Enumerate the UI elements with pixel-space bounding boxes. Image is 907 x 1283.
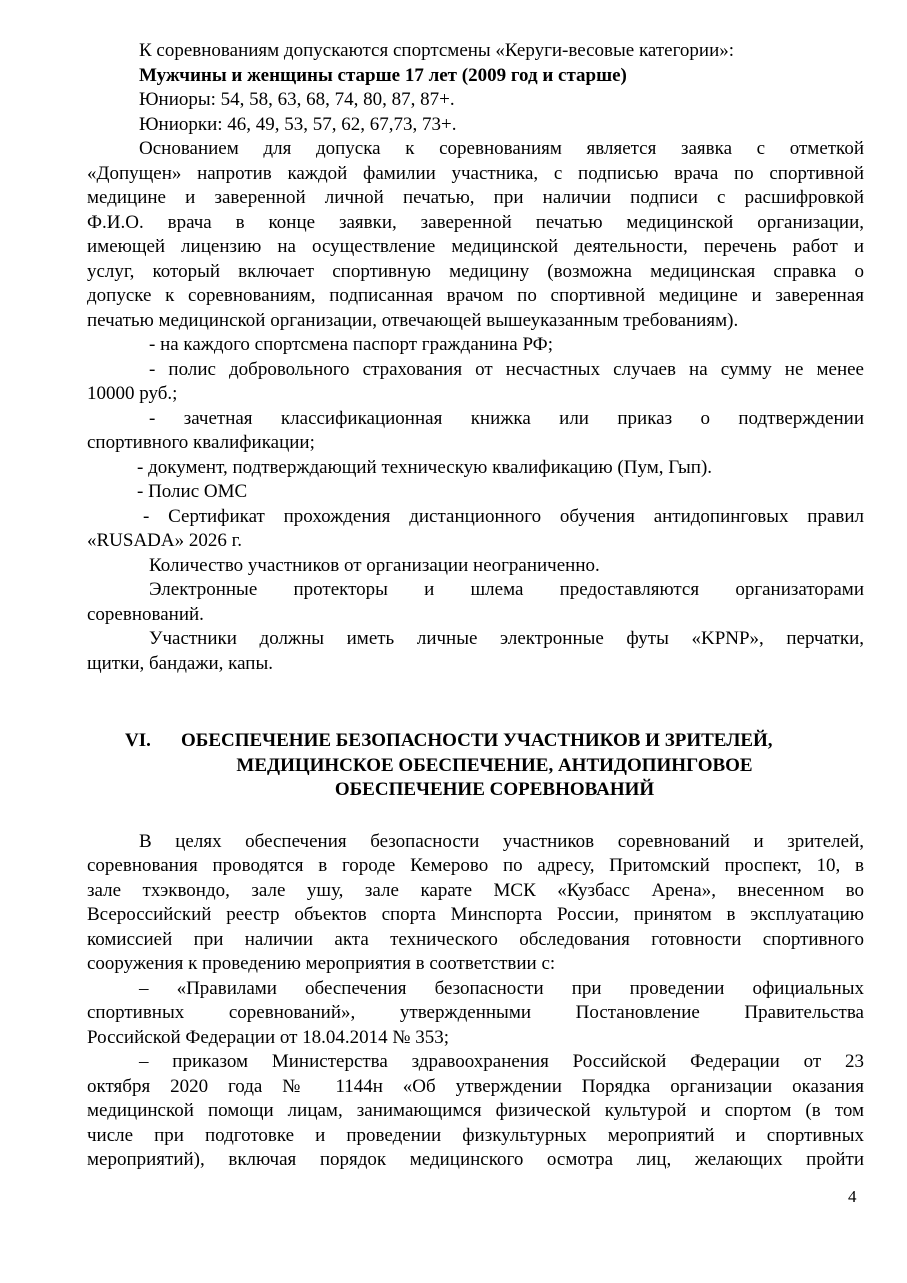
section-heading-line-3: ОБЕСПЕЧЕНИЕ СОРЕВНОВАНИЙ: [334, 779, 655, 800]
paragraph-line: октября 2020 года № 1144н «Об утверждении Порядка организации оказания: [87, 1075, 864, 1097]
list-item-insurance-cont: 10000 руб.;: [87, 383, 178, 404]
paragraph-line: печатью медицинской организации, отвечающей вышеуказанным требованиям).: [87, 309, 739, 331]
order-item: [87, 1050, 864, 1173]
page-content: [87, 39, 864, 1173]
list-item-oms: - Полис ОМС: [137, 481, 248, 502]
paragraph-line: Российской Федерации от 18.04.2014 № 353;: [87, 1026, 450, 1048]
paragraph-line: мероприятий), включая порядок медицинского осмотра лиц, желающих пройти: [87, 1149, 864, 1170]
safety-paragraph: [87, 830, 864, 977]
age-group-heading: Мужчины и женщины старше 17 лет (2009 год и старше): [139, 64, 627, 86]
paragraph-line: комиссией при наличии акта технического обследования готовности спортивного: [87, 928, 864, 950]
paragraph-line: медицинской помощи лицам, занимающимся физической культурой и спортом (в том: [87, 1100, 864, 1121]
participants-count-note: Количество участников от организации неограниченно.: [149, 554, 600, 576]
juniors-categories: Юниоры: 54, 58, 63, 68, 74, 80, 87, 87+.: [139, 89, 455, 110]
paragraph-line: медицине и заверенной личной печатью, при наличии подписи с расшифровкой: [87, 187, 864, 208]
admission-paragraph: [87, 137, 864, 333]
list-item-insurance: - полис добровольного страхования от несчастных случаев на сумму не менее: [149, 358, 864, 380]
protectors-note-cont: соревнований.: [87, 603, 204, 625]
paragraph-line: имеющей лицензию на осуществление медицинской деятельности, перечень работ и: [87, 236, 864, 257]
paragraph-line: спортивных соревнований», утвержденными Постановление Правительства: [87, 1002, 864, 1023]
section-number: VI.: [125, 730, 151, 751]
list-item-rusada-cont: «RUSADA» 2026 г.: [87, 530, 243, 551]
protectors-note: Электронные протекторы и шлема предоставляются организаторами: [149, 579, 864, 600]
rules-item: [87, 977, 864, 1051]
section-heading-line-2: МЕДИЦИНСКОЕ ОБЕСПЕЧЕНИЕ, АНТИДОПИНГОВОЕ: [236, 754, 753, 776]
section-heading: [87, 729, 864, 803]
section-title-part: ОБЕСПЕЧЕНИЕ БЕЗОПАСНОСТИ УЧАСТНИКОВ И ЗРИТЕЛЕЙ,: [181, 730, 773, 751]
paragraph-line: зале тхэквондо, зале ушу, зале карате МСК «Кузбасс Арена», внесенном во: [87, 879, 864, 901]
junioresses-categories: Юниорки: 46, 49, 53, 57, 62, 67,73, 73+.: [139, 113, 457, 135]
list-item-passport: - на каждого спортсмена паспорт гражданина РФ;: [149, 334, 553, 355]
paragraph-line: – «Правилами обеспечения безопасности при проведении официальных: [139, 977, 864, 999]
equipment-note-cont: щитки, бандажи, капы.: [87, 652, 273, 674]
equipment-note: Участники должны иметь личные электронные футы «KPNP», перчатки,: [149, 628, 864, 649]
list-item-record-book-cont: спортивного квалификации;: [87, 432, 315, 453]
paragraph-line: соревнования проводятся в городе Кемерово по адресу, Притомский проспект, 10, в: [87, 855, 864, 876]
admission-intro: К соревнованиям допускаются спортсмены «Керуги-весовые категории»:: [139, 40, 735, 61]
section-heading-line-1: [87, 729, 864, 754]
paragraph-line: – приказом Министерства здравоохранения Российской Федерации от 23: [139, 1051, 864, 1072]
paragraph-line: допуске к соревнованиям, подписанная врачом по спортивной медицине и заверенная: [87, 285, 864, 306]
paragraph-line: Основанием для допуска к соревнованиям является заявка с отметкой: [139, 138, 864, 159]
paragraph-line: Ф.И.О. врача в конце заявки, заверенной печатью медицинской организации,: [87, 211, 864, 233]
paragraph-line: Всероссийский реестр объектов спорта Минспорта России, принятом в эксплуатацию: [87, 904, 864, 925]
paragraph-line: сооружения к проведению мероприятия в соответствии с:: [87, 953, 556, 974]
list-item-tech-qualification: - документ, подтверждающий техническую квалификацию (Пум, Гып).: [137, 456, 713, 478]
required-documents-list: [87, 333, 864, 554]
list-item-record-book: - зачетная классификационная книжка или приказ о подтверждении: [149, 407, 864, 429]
list-item-rusada: - Сертификат прохождения дистанционного обучения антидопинговых правил: [143, 505, 864, 527]
paragraph-line: услуг, который включает спортивную медицину (возможна медицинская справка о: [87, 260, 864, 282]
page-number: 4: [848, 1187, 857, 1206]
paragraph-line: В целях обеспечения безопасности участников соревнований и зрителей,: [139, 830, 864, 852]
paragraph-line: числе при подготовке и проведении физкультурных мероприятий и спортивных: [87, 1124, 864, 1146]
paragraph-line: «Допущен» напротив каждой фамилии участника, с подписью врача по спортивной: [87, 162, 864, 184]
